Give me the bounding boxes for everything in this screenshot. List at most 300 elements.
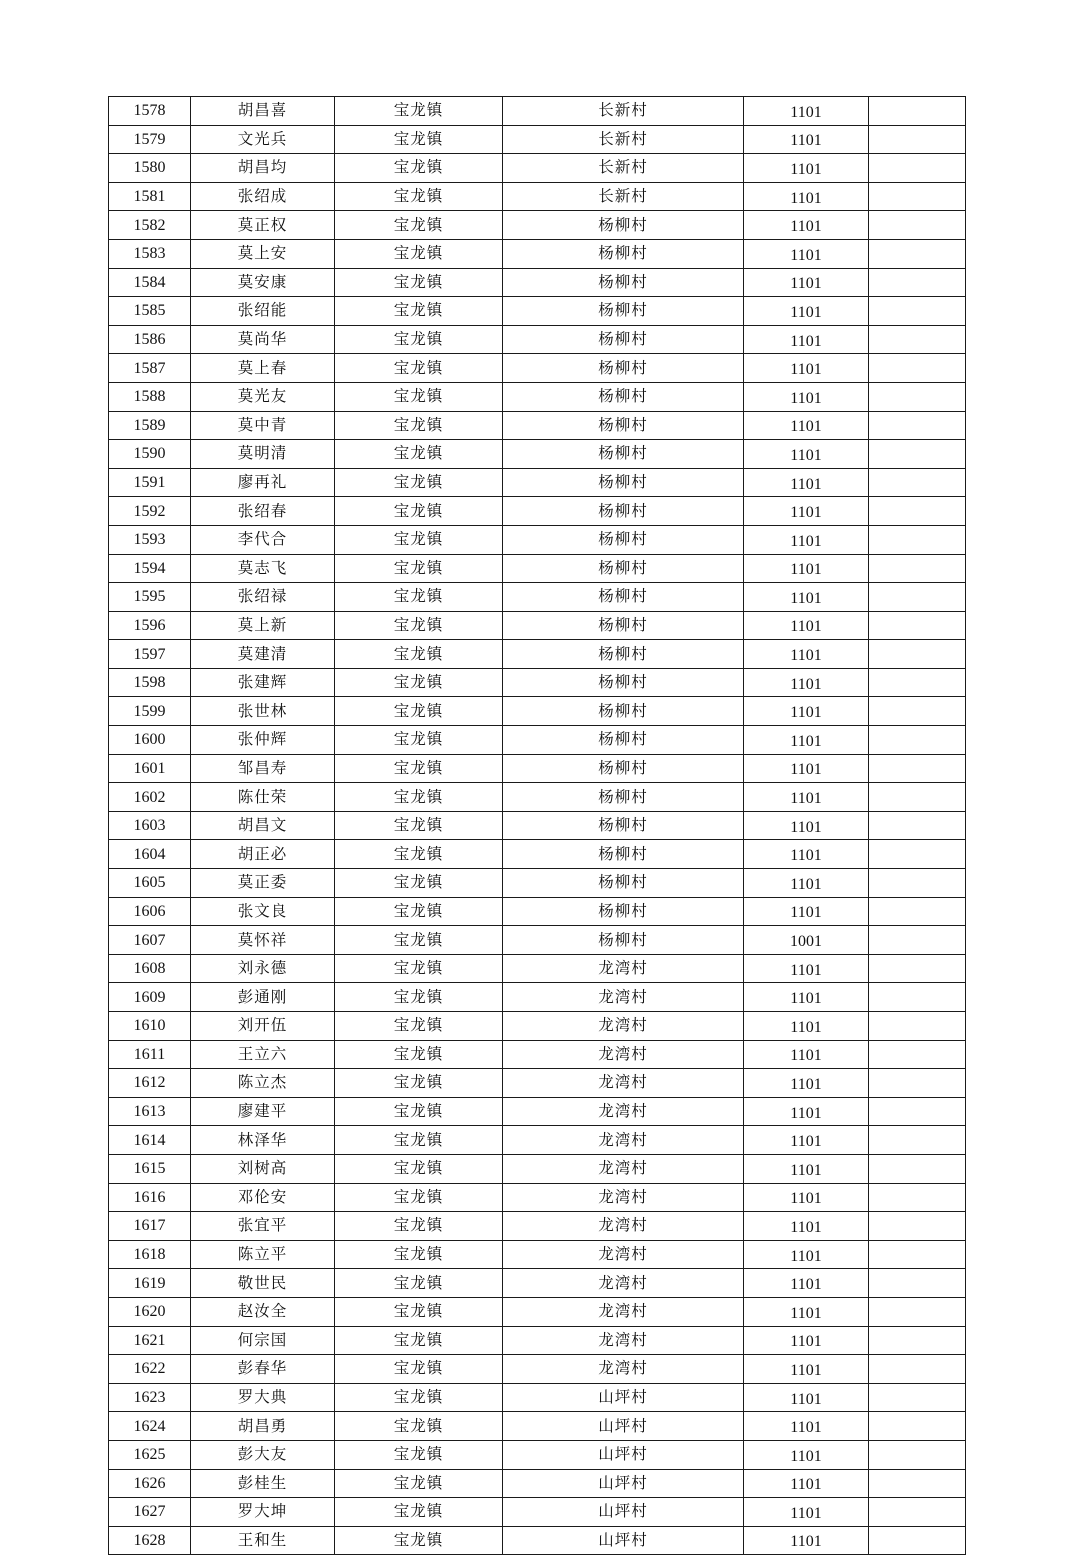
code-cell: 1101 [744,1069,869,1098]
table-row [109,668,966,697]
village-cell: 杨柳村 [503,468,744,497]
table-row [109,497,966,526]
note-cell [869,697,966,726]
town-cell: 宝龙镇 [335,154,503,183]
serial-number-cell: 1625 [109,1440,191,1469]
name-cell: 胡昌文 [191,811,335,840]
table-row [109,354,966,383]
name-cell: 邹昌寿 [191,754,335,783]
table-row [109,1126,966,1155]
name-cell: 胡正必 [191,840,335,869]
table-row [109,1154,966,1183]
serial-number-cell: 1622 [109,1355,191,1384]
note-cell [869,554,966,583]
village-cell: 龙湾村 [503,1355,744,1384]
table-row [109,325,966,354]
village-cell: 杨柳村 [503,211,744,240]
table-row [109,1040,966,1069]
table-row [109,1212,966,1241]
serial-number-cell: 1603 [109,811,191,840]
village-cell: 龙湾村 [503,1012,744,1041]
village-cell: 杨柳村 [503,525,744,554]
note-cell [869,1040,966,1069]
town-cell: 宝龙镇 [335,525,503,554]
table-row [109,754,966,783]
town-cell: 宝龙镇 [335,668,503,697]
village-cell: 山坪村 [503,1412,744,1441]
table-row [109,1383,966,1412]
code-cell: 1101 [744,554,869,583]
town-cell: 宝龙镇 [335,1269,503,1298]
table-row [109,268,966,297]
serial-number-cell: 1584 [109,268,191,297]
code-cell: 1101 [744,97,869,126]
code-cell: 1101 [744,783,869,812]
town-cell: 宝龙镇 [335,325,503,354]
code-cell: 1001 [744,926,869,955]
note-cell [869,1412,966,1441]
code-cell: 1101 [744,268,869,297]
name-cell: 李代合 [191,525,335,554]
code-cell: 1101 [744,897,869,926]
table-row [109,811,966,840]
village-cell: 龙湾村 [503,954,744,983]
name-cell: 邓伦安 [191,1183,335,1212]
code-cell: 1101 [744,154,869,183]
table-row [109,440,966,469]
note-cell [869,783,966,812]
code-cell: 1101 [744,1355,869,1384]
note-cell [869,1440,966,1469]
name-cell: 张文良 [191,897,335,926]
note-cell [869,1240,966,1269]
code-cell: 1101 [744,697,869,726]
code-cell: 1101 [744,726,869,755]
serial-number-cell: 1619 [109,1269,191,1298]
name-cell: 莫正权 [191,211,335,240]
table-row [109,1498,966,1527]
table-row [109,468,966,497]
table-row [109,1326,966,1355]
village-cell: 杨柳村 [503,583,744,612]
note-cell [869,954,966,983]
town-cell: 宝龙镇 [335,583,503,612]
village-cell: 龙湾村 [503,1212,744,1241]
town-cell: 宝龙镇 [335,1240,503,1269]
serial-number-cell: 1612 [109,1069,191,1098]
town-cell: 宝龙镇 [335,983,503,1012]
town-cell: 宝龙镇 [335,125,503,154]
table-row [109,640,966,669]
town-cell: 宝龙镇 [335,1383,503,1412]
code-cell: 1101 [744,954,869,983]
note-cell [869,583,966,612]
table-row [109,1012,966,1041]
town-cell: 宝龙镇 [335,97,503,126]
name-cell: 张宜平 [191,1212,335,1241]
town-cell: 宝龙镇 [335,554,503,583]
note-cell [869,983,966,1012]
name-cell: 陈立杰 [191,1069,335,1098]
note-cell [869,1269,966,1298]
code-cell: 1101 [744,754,869,783]
table-row [109,239,966,268]
serial-number-cell: 1618 [109,1240,191,1269]
name-cell: 刘永德 [191,954,335,983]
serial-number-cell: 1587 [109,354,191,383]
village-cell: 长新村 [503,125,744,154]
note-cell [869,525,966,554]
note-cell [869,1126,966,1155]
town-cell: 宝龙镇 [335,1355,503,1384]
town-cell: 宝龙镇 [335,1183,503,1212]
serial-number-cell: 1615 [109,1154,191,1183]
name-cell: 何宗国 [191,1326,335,1355]
town-cell: 宝龙镇 [335,840,503,869]
serial-number-cell: 1579 [109,125,191,154]
serial-number-cell: 1623 [109,1383,191,1412]
town-cell: 宝龙镇 [335,869,503,898]
town-cell: 宝龙镇 [335,440,503,469]
code-cell: 1101 [744,840,869,869]
table-row [109,726,966,755]
note-cell [869,325,966,354]
serial-number-cell: 1597 [109,640,191,669]
table-row [109,1440,966,1469]
serial-number-cell: 1591 [109,468,191,497]
table-row [109,554,966,583]
note-cell [869,1498,966,1527]
name-cell: 莫正委 [191,869,335,898]
roster-table [108,96,966,1555]
town-cell: 宝龙镇 [335,211,503,240]
note-cell [869,869,966,898]
serial-number-cell: 1578 [109,97,191,126]
town-cell: 宝龙镇 [335,411,503,440]
note-cell [869,154,966,183]
code-cell: 1101 [744,611,869,640]
code-cell: 1101 [744,1154,869,1183]
note-cell [869,811,966,840]
table-row [109,297,966,326]
serial-number-cell: 1614 [109,1126,191,1155]
name-cell: 张仲辉 [191,726,335,755]
note-cell [869,97,966,126]
code-cell: 1101 [744,1269,869,1298]
village-cell: 龙湾村 [503,1240,744,1269]
town-cell: 宝龙镇 [335,1154,503,1183]
village-cell: 杨柳村 [503,869,744,898]
note-cell [869,726,966,755]
serial-number-cell: 1595 [109,583,191,612]
code-cell: 1101 [744,297,869,326]
note-cell [869,382,966,411]
note-cell [869,1383,966,1412]
table-row [109,525,966,554]
code-cell: 1101 [744,1383,869,1412]
table-row [109,954,966,983]
village-cell: 龙湾村 [503,1297,744,1326]
serial-number-cell: 1624 [109,1412,191,1441]
table-row [109,897,966,926]
name-cell: 廖再礼 [191,468,335,497]
note-cell [869,611,966,640]
code-cell: 1101 [744,1526,869,1555]
name-cell: 莫明清 [191,440,335,469]
table-row [109,97,966,126]
serial-number-cell: 1600 [109,726,191,755]
village-cell: 山坪村 [503,1526,744,1555]
code-cell: 1101 [744,1126,869,1155]
village-cell: 杨柳村 [503,697,744,726]
note-cell [869,640,966,669]
town-cell: 宝龙镇 [335,954,503,983]
code-cell: 1101 [744,497,869,526]
name-cell: 莫中青 [191,411,335,440]
town-cell: 宝龙镇 [335,239,503,268]
town-cell: 宝龙镇 [335,354,503,383]
village-cell: 龙湾村 [503,1126,744,1155]
name-cell: 敬世民 [191,1269,335,1298]
serial-number-cell: 1602 [109,783,191,812]
town-cell: 宝龙镇 [335,1440,503,1469]
note-cell [869,897,966,926]
table-row [109,783,966,812]
code-cell: 1101 [744,983,869,1012]
code-cell: 1101 [744,640,869,669]
village-cell: 山坪村 [503,1498,744,1527]
serial-number-cell: 1593 [109,525,191,554]
serial-number-cell: 1620 [109,1297,191,1326]
code-cell: 1101 [744,1412,869,1441]
village-cell: 龙湾村 [503,1269,744,1298]
name-cell: 王立六 [191,1040,335,1069]
table-row [109,182,966,211]
name-cell: 莫志飞 [191,554,335,583]
table-row [109,1183,966,1212]
name-cell: 王和生 [191,1526,335,1555]
village-cell: 杨柳村 [503,297,744,326]
note-cell [869,182,966,211]
serial-number-cell: 1606 [109,897,191,926]
serial-number-cell: 1589 [109,411,191,440]
code-cell: 1101 [744,239,869,268]
name-cell: 张绍成 [191,182,335,211]
village-cell: 长新村 [503,97,744,126]
note-cell [869,268,966,297]
note-cell [869,440,966,469]
code-cell: 1101 [744,1240,869,1269]
code-cell: 1101 [744,440,869,469]
name-cell: 廖建平 [191,1097,335,1126]
note-cell [869,411,966,440]
serial-number-cell: 1594 [109,554,191,583]
name-cell: 张绍禄 [191,583,335,612]
village-cell: 龙湾村 [503,1154,744,1183]
town-cell: 宝龙镇 [335,754,503,783]
town-cell: 宝龙镇 [335,926,503,955]
town-cell: 宝龙镇 [335,1297,503,1326]
note-cell [869,1069,966,1098]
table-row [109,1297,966,1326]
name-cell: 罗大坤 [191,1498,335,1527]
serial-number-cell: 1613 [109,1097,191,1126]
village-cell: 杨柳村 [503,640,744,669]
code-cell: 1101 [744,411,869,440]
town-cell: 宝龙镇 [335,1469,503,1498]
town-cell: 宝龙镇 [335,268,503,297]
village-cell: 龙湾村 [503,1097,744,1126]
table-row [109,1469,966,1498]
table-row [109,926,966,955]
village-cell: 杨柳村 [503,268,744,297]
note-cell [869,239,966,268]
table-row [109,1097,966,1126]
serial-number-cell: 1601 [109,754,191,783]
town-cell: 宝龙镇 [335,1069,503,1098]
note-cell [869,1297,966,1326]
code-cell: 1101 [744,1012,869,1041]
serial-number-cell: 1628 [109,1526,191,1555]
code-cell: 1101 [744,668,869,697]
serial-number-cell: 1585 [109,297,191,326]
code-cell: 1101 [744,182,869,211]
note-cell [869,1212,966,1241]
serial-number-cell: 1604 [109,840,191,869]
town-cell: 宝龙镇 [335,811,503,840]
village-cell: 杨柳村 [503,840,744,869]
serial-number-cell: 1617 [109,1212,191,1241]
name-cell: 刘开伍 [191,1012,335,1041]
town-cell: 宝龙镇 [335,1097,503,1126]
village-cell: 杨柳村 [503,325,744,354]
note-cell [869,1183,966,1212]
note-cell [869,1326,966,1355]
village-cell: 山坪村 [503,1469,744,1498]
village-cell: 龙湾村 [503,1040,744,1069]
serial-number-cell: 1607 [109,926,191,955]
name-cell: 彭通刚 [191,983,335,1012]
serial-number-cell: 1609 [109,983,191,1012]
town-cell: 宝龙镇 [335,382,503,411]
note-cell [869,1355,966,1384]
table-row [109,611,966,640]
town-cell: 宝龙镇 [335,1412,503,1441]
town-cell: 宝龙镇 [335,697,503,726]
name-cell: 彭桂生 [191,1469,335,1498]
town-cell: 宝龙镇 [335,783,503,812]
note-cell [869,840,966,869]
code-cell: 1101 [744,468,869,497]
note-cell [869,497,966,526]
code-cell: 1101 [744,525,869,554]
table-row [109,125,966,154]
village-cell: 龙湾村 [503,1326,744,1355]
note-cell [869,1469,966,1498]
name-cell: 刘树高 [191,1154,335,1183]
table-row [109,382,966,411]
serial-number-cell: 1592 [109,497,191,526]
serial-number-cell: 1627 [109,1498,191,1527]
note-cell [869,1012,966,1041]
code-cell: 1101 [744,325,869,354]
code-cell: 1101 [744,1326,869,1355]
code-cell: 1101 [744,1183,869,1212]
table-row [109,1412,966,1441]
note-cell [869,1526,966,1555]
name-cell: 陈仕荣 [191,783,335,812]
table-row [109,1355,966,1384]
town-cell: 宝龙镇 [335,1326,503,1355]
table-row [109,840,966,869]
town-cell: 宝龙镇 [335,182,503,211]
serial-number-cell: 1626 [109,1469,191,1498]
serial-number-cell: 1599 [109,697,191,726]
serial-number-cell: 1580 [109,154,191,183]
village-cell: 山坪村 [503,1383,744,1412]
table-row [109,1069,966,1098]
note-cell [869,354,966,383]
name-cell: 莫怀祥 [191,926,335,955]
village-cell: 长新村 [503,182,744,211]
village-cell: 杨柳村 [503,440,744,469]
note-cell [869,211,966,240]
note-cell [869,125,966,154]
name-cell: 张绍春 [191,497,335,526]
village-cell: 杨柳村 [503,783,744,812]
village-cell: 长新村 [503,154,744,183]
town-cell: 宝龙镇 [335,297,503,326]
code-cell: 1101 [744,1212,869,1241]
village-cell: 杨柳村 [503,754,744,783]
village-cell: 杨柳村 [503,411,744,440]
name-cell: 文光兵 [191,125,335,154]
village-cell: 杨柳村 [503,926,744,955]
name-cell: 彭大友 [191,1440,335,1469]
town-cell: 宝龙镇 [335,497,503,526]
serial-number-cell: 1605 [109,869,191,898]
name-cell: 莫光友 [191,382,335,411]
serial-number-cell: 1616 [109,1183,191,1212]
code-cell: 1101 [744,382,869,411]
village-cell: 龙湾村 [503,1069,744,1098]
town-cell: 宝龙镇 [335,897,503,926]
village-cell: 龙湾村 [503,983,744,1012]
town-cell: 宝龙镇 [335,1212,503,1241]
name-cell: 张世林 [191,697,335,726]
table-row [109,1269,966,1298]
town-cell: 宝龙镇 [335,468,503,497]
table-row [109,869,966,898]
code-cell: 1101 [744,354,869,383]
code-cell: 1101 [744,811,869,840]
table-row [109,983,966,1012]
table-row [109,583,966,612]
town-cell: 宝龙镇 [335,640,503,669]
village-cell: 杨柳村 [503,554,744,583]
town-cell: 宝龙镇 [335,1526,503,1555]
note-cell [869,1154,966,1183]
roster-body [109,97,966,1555]
village-cell: 杨柳村 [503,354,744,383]
serial-number-cell: 1611 [109,1040,191,1069]
village-cell: 杨柳村 [503,497,744,526]
village-cell: 杨柳村 [503,811,744,840]
note-cell [869,668,966,697]
town-cell: 宝龙镇 [335,611,503,640]
serial-number-cell: 1583 [109,239,191,268]
village-cell: 龙湾村 [503,1183,744,1212]
